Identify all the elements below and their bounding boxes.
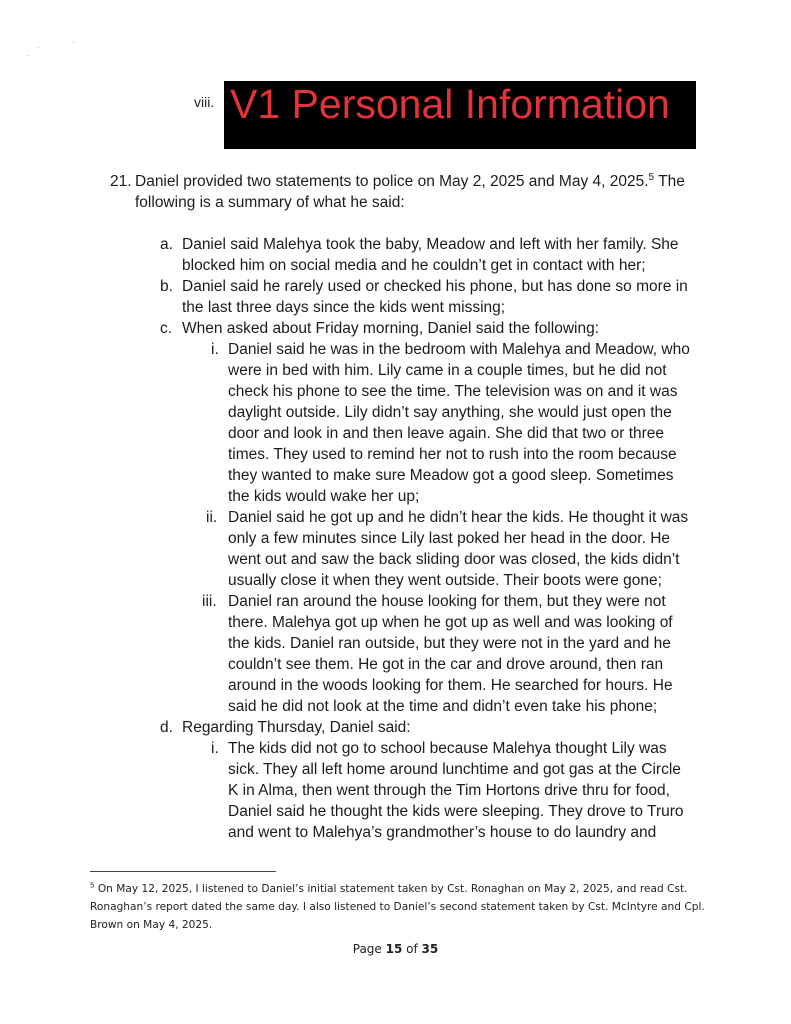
subitem-line: Daniel said he was in the bedroom with Malehya and Meadow, who bbox=[228, 341, 690, 358]
subitem-line: couldn’t see them. He got in the car and drove around, then ran bbox=[228, 656, 664, 673]
subitem-line: times. They used to remind her not to rush into the room because bbox=[228, 446, 677, 463]
redaction-box bbox=[224, 81, 696, 149]
subitem-marker: i. bbox=[211, 341, 219, 358]
paragraph-number: 21. bbox=[110, 173, 132, 190]
subitem-line: went out and saw the back sliding door was closed, the kids didn’t bbox=[228, 551, 680, 568]
subitem-line: there. Malehya got up when he got up as well and was looking of bbox=[228, 614, 673, 631]
subitem-marker: ii. bbox=[206, 509, 218, 526]
subitem-line: K in Alma, then went through the Tim Hortons drive thru for food, bbox=[228, 782, 670, 799]
footnote-line: Brown on May 4, 2025. bbox=[90, 919, 213, 931]
redaction-text: V1 Personal Information bbox=[230, 81, 670, 127]
subitem-line: they wanted to make sure Meadow got a good sleep. Sometimes bbox=[228, 467, 674, 484]
subitem-line: were in bed with him. Lily came in a couple times, but he did not bbox=[228, 362, 667, 379]
footnote-rule bbox=[90, 871, 276, 872]
subitem-line: said he did not look at the time and didn’t even take his phone; bbox=[228, 698, 658, 715]
subitem-line: Daniel said he thought the kids were sleeping. They drove to Truro bbox=[228, 803, 684, 820]
subitem-line: and went to Malehya’s grandmother’s house to do laundry and bbox=[228, 824, 657, 841]
footnote-number: 5 bbox=[90, 881, 95, 890]
scan-speck bbox=[38, 47, 39, 48]
item-line: When asked about Friday morning, Daniel said the following: bbox=[182, 320, 600, 337]
subitem-line: door and look in and then leave again. She did that two or three bbox=[228, 425, 665, 442]
subitem-line: Daniel said he got up and he didn’t hear the kids. He thought it was bbox=[228, 509, 689, 526]
subitem-line: the kids would wake her up; bbox=[228, 488, 420, 505]
scan-speck bbox=[73, 42, 74, 43]
item-marker: b. bbox=[160, 278, 173, 295]
subitem-line: The kids did not go to school because Malehya thought Lily was bbox=[228, 740, 667, 757]
item-marker: a. bbox=[160, 236, 173, 253]
item-line: the last three days since the kids went missing; bbox=[182, 299, 506, 316]
paragraph-line: Daniel provided two statements to police on May 2, 2025 and May 4, 2025.$^5$ The bbox=[135, 171, 685, 190]
paragraph-line: following is a summary of what he said: bbox=[135, 194, 405, 211]
item-marker: d. bbox=[160, 719, 173, 736]
subitem-line: check his phone to see the time. The television was on and it was bbox=[228, 383, 678, 400]
current-page: 15 bbox=[385, 942, 403, 956]
page-number: Page 15 of 35 bbox=[352, 942, 439, 956]
subitem-line: the kids. Daniel ran outside, but they were not in the yard and he bbox=[228, 635, 671, 652]
footnote-line: $^5$ On May 12, 2025, I listened to Daniel’s initial statement taken by Cst. Ronaghan on May 2, 2025, and read Cst. bbox=[90, 881, 688, 895]
subitem-marker: i. bbox=[211, 740, 219, 757]
subitem-line: only a few minutes since Lily last poked her head in the door. He bbox=[228, 530, 671, 547]
footnote-ref: 5 bbox=[648, 171, 655, 183]
subitem-line: sick. They all left home around lunchtime and got gas at the Circle bbox=[228, 761, 681, 778]
item-marker: c. bbox=[160, 320, 173, 337]
total-pages: 35 bbox=[421, 942, 439, 956]
item-line: Daniel said Malehya took the baby, Meadow and left with her family. She bbox=[182, 236, 679, 253]
subitem-marker: iii. bbox=[202, 593, 217, 610]
footnote-line: Ronaghan’s report dated the same day. I also listened to Daniel’s second statement taken by Cst. McIntyre and Cpl. bbox=[90, 901, 705, 913]
subitem-line: daylight outside. Lily didn’t say anything, she would just open the bbox=[228, 404, 672, 421]
item-line: Regarding Thursday, Daniel said: bbox=[182, 719, 411, 736]
item-line: blocked him on social media and he couldn’t get in contact with her; bbox=[182, 257, 646, 274]
subitem-line: usually close it when they went outside. Their boots were gone; bbox=[228, 572, 662, 589]
subitem-line: around in the woods looking for them. He searched for hours. He bbox=[228, 677, 673, 694]
subitem-line: Daniel ran around the house looking for them, but they were not bbox=[228, 593, 666, 610]
scan-speck bbox=[28, 55, 29, 56]
section-label: viii. bbox=[194, 94, 215, 110]
item-line: Daniel said he rarely used or checked his phone, but has done so more in bbox=[182, 278, 688, 295]
